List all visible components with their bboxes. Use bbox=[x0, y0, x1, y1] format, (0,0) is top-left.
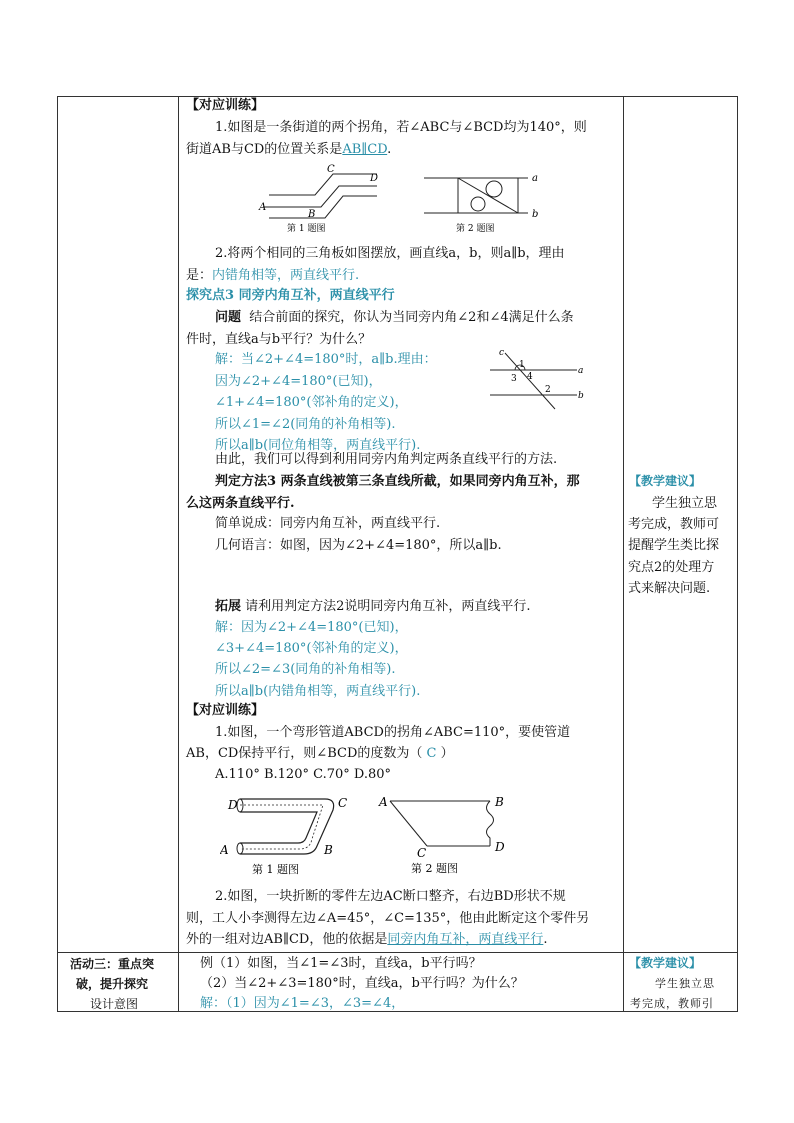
sec2-fig1-label-D: D bbox=[228, 798, 238, 812]
explore3-solution-line4: 所以∠1=∠2(同角的补角相等). bbox=[215, 417, 396, 432]
extension-line1: 解：因为∠2+∠4=180°(已知)， bbox=[215, 620, 408, 635]
explore3-problem-line1 bbox=[215, 309, 574, 327]
explore3-solution-line1: 解：当∠2+∠4=180°时，a∥b.理由： bbox=[215, 352, 437, 367]
explore3-fig-label-b: b bbox=[578, 391, 584, 401]
fig1-label-A: A bbox=[259, 202, 267, 213]
table-border-top bbox=[57, 96, 738, 97]
sec2-q1-answer: C bbox=[426, 746, 437, 761]
fig1-label-C: C bbox=[327, 164, 335, 175]
fig1-label-D: D bbox=[370, 173, 379, 184]
table-border-left bbox=[57, 96, 58, 1012]
explore3-fig-label-3: 3 bbox=[511, 374, 517, 384]
fig1-caption: 第 1 题图 bbox=[287, 224, 326, 234]
sec1-q1-line1: 1.如图是一条街道的两个拐角，若∠ABC与∠BCD均为140°，则 bbox=[215, 120, 587, 135]
sec1-q2-line2 bbox=[186, 267, 359, 285]
sec2-fig1-label-C: C bbox=[338, 796, 348, 810]
sec1-header: 【对应训练】 bbox=[186, 98, 265, 113]
sec2-fig2-label-A: A bbox=[379, 795, 388, 809]
sec2-fig2-label-C: C bbox=[417, 846, 427, 860]
sec2-q2-line2: 则，工人小李测得左边∠A=45°，∠C=135°，他由此断定这个零件另 bbox=[186, 911, 590, 926]
sec2-q2-text: 外的一组对边AB∥CD，他的依据是 bbox=[186, 932, 388, 947]
sec2-fig1-caption: 第 1 题图 bbox=[252, 863, 299, 876]
table-col-divider-1 bbox=[178, 96, 179, 1012]
explore3-solution-line5: 所以a∥b(同位角相等，两直线平行). bbox=[215, 438, 421, 453]
explore3-geometric: 几何语言：如图，因为∠2+∠4=180°，所以a∥b. bbox=[215, 538, 502, 553]
explore3-solution-line3: ∠1+∠4=180°(邻补角的定义)， bbox=[215, 395, 408, 410]
activity3-title-line1: 活动三：重点突 bbox=[70, 957, 155, 971]
extension-label: 拓展 bbox=[215, 599, 242, 614]
sec2-q2-end: . bbox=[543, 932, 548, 947]
sec2-figure-2 bbox=[375, 790, 515, 880]
sec1-q2-text: 是： bbox=[186, 268, 213, 283]
advice1-line2: 考完成，教师可 bbox=[628, 517, 720, 532]
sec2-q1-line2 bbox=[186, 745, 454, 763]
explore3-problem-line2: 件时，直线a与b平行？为什么？ bbox=[186, 332, 372, 347]
fig1-label-B: B bbox=[308, 209, 316, 220]
sec2-fig1-label-B: B bbox=[324, 843, 333, 857]
sec1-q2-line1: 2.将两个相同的三角板如图摆放，画直线a，b，则a∥b，理由 bbox=[215, 246, 565, 261]
sec2-q1-text: AB，CD保持平行，则∠BCD的度数为（ bbox=[186, 746, 423, 761]
advice2-title: 【教学建议】 bbox=[629, 956, 702, 970]
fig2-label-a: a bbox=[532, 173, 538, 184]
explore3-simple: 简单说成：同旁内角互补，两直线平行. bbox=[215, 516, 441, 531]
advice1-line4: 究点2的处理方 bbox=[628, 560, 715, 575]
advice1-line5: 式来解决问题. bbox=[628, 581, 711, 596]
sec1-q1-end: . bbox=[387, 142, 392, 157]
explore3-problem-text: 结合前面的探究，你认为当同旁内角∠2和∠4满足什么条 bbox=[249, 310, 574, 325]
extension-prompt: 请利用判定方法2说明同旁内角互补，两直线平行. bbox=[245, 599, 531, 614]
explore3-conclusion: 由此，我们可以得到利用同旁内角判定两条直线平行的方法. bbox=[215, 452, 558, 467]
activity3-title-line2: 破，提升探究 bbox=[76, 977, 149, 991]
advice1-line1: 学生独立思 bbox=[652, 496, 718, 511]
activity3-design: 设计意图 bbox=[90, 997, 139, 1011]
advice1-line3: 提醒学生类比探 bbox=[628, 538, 720, 553]
sec2-fig2-label-D: D bbox=[495, 840, 505, 854]
fig2-label-b: b bbox=[532, 209, 539, 220]
sec1-q1-line2 bbox=[186, 141, 391, 159]
table-row-divider bbox=[57, 952, 738, 953]
sec2-q2-line3 bbox=[186, 931, 547, 949]
explore3-method-line1: 判定方法3 两条直线被第三条直线所截，如果同旁内角互补，那 bbox=[215, 474, 580, 489]
explore3-title: 探究点3 同旁内角互补，两直线平行 bbox=[186, 288, 395, 303]
table-col-divider-2 bbox=[623, 96, 624, 1012]
activity3-example-line1: 例（1）如图，当∠1=∠3时，直线a，b平行吗？ bbox=[200, 956, 482, 971]
extension-line3: 所以∠2=∠3(同角的补角相等). bbox=[215, 662, 396, 677]
explore3-figure bbox=[485, 345, 585, 410]
sec2-q2-line1: 2.如图，一块折断的零件左边AC断口整齐，右边BD形状不规 bbox=[215, 889, 566, 904]
sec2-q2-answer: 同旁内角互补，两直线平行 bbox=[387, 932, 544, 947]
explore3-problem-label: 问题 bbox=[215, 310, 242, 325]
advice2-line2: 考完成，教师引 bbox=[630, 997, 714, 1010]
sec1-figure-2 bbox=[420, 165, 545, 235]
activity3-example-line2: （2）当∠2+∠3=180°时，直线a，b平行吗？为什么？ bbox=[200, 976, 524, 991]
sec2-q1-options: A.110° B.120° C.70° D.80° bbox=[215, 767, 392, 782]
activity3-solution-line: 解：（1）因为∠1=∠3，∠3=∠4， bbox=[200, 996, 405, 1011]
explore3-fig-label-4: 4 bbox=[527, 372, 533, 382]
explore3-fig-label-1: 1 bbox=[519, 360, 525, 370]
sec1-q1-answer: AB∥CD bbox=[342, 142, 388, 157]
explore3-fig-label-a: a bbox=[578, 366, 584, 376]
advice1-title: 【教学建议】 bbox=[629, 474, 702, 488]
sec2-header: 【对应训练】 bbox=[186, 703, 265, 718]
sec2-q1-close: ） bbox=[440, 746, 454, 761]
sec2-fig1-label-A: A bbox=[220, 843, 229, 857]
sec2-q1-line1: 1.如图，一个弯形管道ABCD的拐角∠ABC=110°，要使管道 bbox=[215, 725, 571, 740]
extension-line2: ∠3+∠4=180°(邻补角的定义)， bbox=[215, 641, 408, 656]
sec1-q2-answer: 内错角相等，两直线平行. bbox=[212, 268, 360, 283]
explore3-method-line2: 么这两条直线平行. bbox=[186, 496, 295, 511]
sec1-q1-text: 街道AB与CD的位置关系是 bbox=[186, 142, 343, 157]
fig2-caption: 第 2 题图 bbox=[456, 224, 495, 234]
sec2-fig2-label-B: B bbox=[495, 795, 504, 809]
explore3-solution-line2: 因为∠2+∠4=180°(已知)， bbox=[215, 374, 382, 389]
explore3-fig-label-c: c bbox=[499, 348, 505, 358]
sec2-fig2-caption: 第 2 题图 bbox=[411, 862, 458, 875]
sec1-figure-1 bbox=[255, 160, 380, 235]
advice2-line1: 学生独立思 bbox=[655, 977, 715, 990]
explore3-fig-label-2: 2 bbox=[545, 385, 551, 395]
table-border-right bbox=[737, 96, 738, 1012]
extension-prompt-line bbox=[215, 598, 531, 616]
sec2-figure-1 bbox=[220, 788, 360, 880]
extension-line4: 所以a∥b(内错角相等，两直线平行). bbox=[215, 684, 421, 699]
